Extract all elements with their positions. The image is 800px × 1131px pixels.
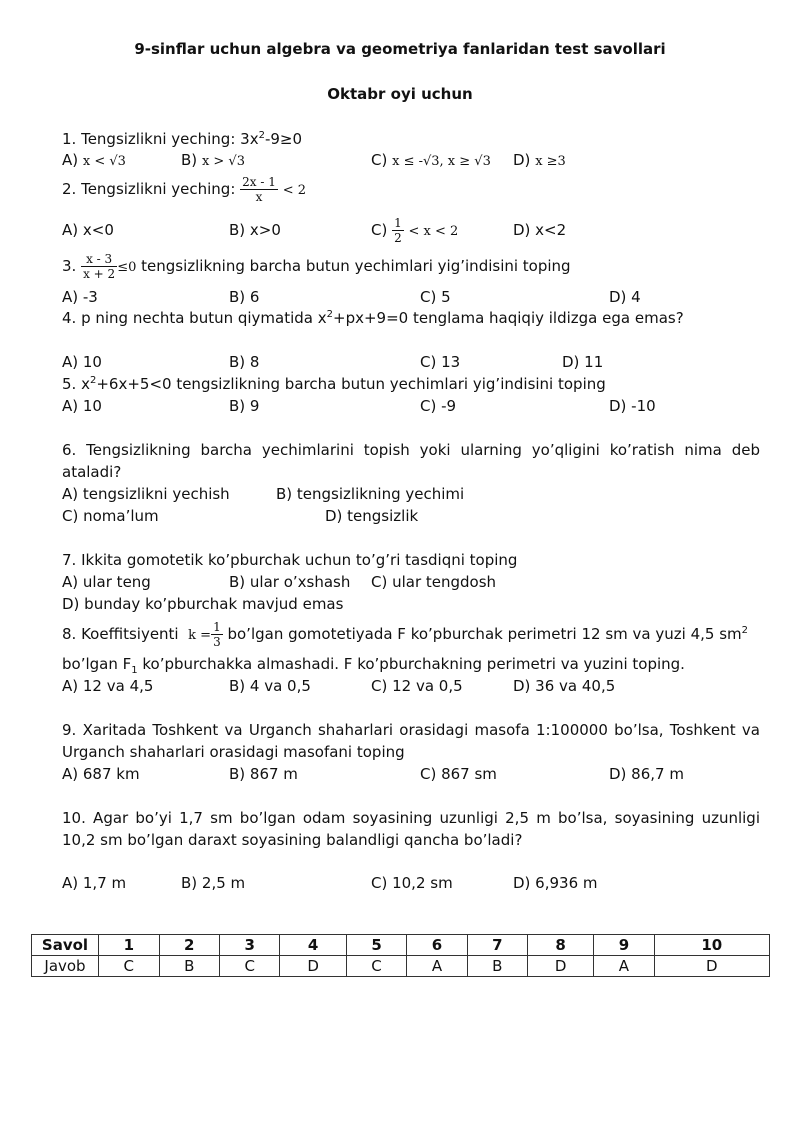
table-cell: C xyxy=(346,956,407,977)
q5-option-c: C) -9 xyxy=(420,397,457,415)
table-header-cell: 2 xyxy=(159,935,219,956)
q1-option-a: A) x < √3 xyxy=(62,151,126,169)
page-title: 9-sinflar uchun algebra va geometriya fanlaridan test savollari xyxy=(134,40,666,58)
table-header-cell: 3 xyxy=(219,935,280,956)
question-10: 10. Agar bo’yi 1,7 sm bo’lgan odam soyasining uzunligi 2,5 m bo’lsa, soyasining uzunligi 10,2 sm bo’lgan daraxt soyasining balandligi qancha bo’ladi? xyxy=(62,809,760,849)
question-3: 3. $\frac{x - 3}{x + 2}$ ≤0 tengsizlikning barcha butun yechimlari yig’indisini toping xyxy=(62,252,571,281)
answer-table-header xyxy=(32,935,770,956)
q8-option-c: C) 12 va 0,5 xyxy=(371,677,463,695)
table-header-cell: 10 xyxy=(654,935,769,956)
q2-option-d: D) x<2 xyxy=(513,221,567,239)
q8-option-b: B) 4 va 0,5 xyxy=(229,677,311,695)
q9-option-b: B) 867 m xyxy=(229,765,298,783)
table-header-cell: 8 xyxy=(527,935,593,956)
q10-option-a: A) 1,7 m xyxy=(62,874,127,892)
q2-fraction: $\frac{2x - 1}{x}$ xyxy=(242,175,276,204)
q10-option-c: C) 10,2 sm xyxy=(371,874,453,892)
q4-option-d: D) 11 xyxy=(562,353,604,371)
answer-table-row xyxy=(32,956,770,977)
question-7: 7. Ikkita gomotetik ko’pburchak uchun to’g’ri tasdiqni toping xyxy=(62,551,518,569)
table-header-cell: 6 xyxy=(407,935,467,956)
q2-option-b: B) x>0 xyxy=(229,221,281,239)
q5-option-b: B) 9 xyxy=(229,397,260,415)
q1-option-c: C) x ≤ -√3, x ≥ √3 xyxy=(371,151,491,169)
table-header-cell: 7 xyxy=(467,935,527,956)
q6-option-d: D) tengsizlik xyxy=(325,507,419,525)
q8-fraction: $\frac{1}{3}$ xyxy=(213,620,221,649)
answer-table xyxy=(31,934,770,977)
table-cell: B xyxy=(159,956,219,977)
table-cell: B xyxy=(467,956,527,977)
question-9: 9. Xaritada Toshkent va Urganch shaharlari orasidagi masofa 1:100000 bo’lsa, Toshkent va Urganch shaharlari orasidagi masofani toping xyxy=(62,721,760,761)
question-2: 2. Tengsizlikni yeching: $\frac{2x - 1}{x}$ < 2 xyxy=(62,175,306,204)
q7-option-b: B) ular o’xshash xyxy=(229,573,351,591)
q5-option-d: D) -10 xyxy=(609,397,656,415)
question-1: 1. Tengsizlikni yeching: $3x^2-9\ge 0$ xyxy=(62,130,303,148)
table-cell: Javob xyxy=(32,956,99,977)
q9-option-c: C) 867 sm xyxy=(420,765,497,783)
page-subtitle: Oktabr oyi uchun xyxy=(327,85,473,103)
question-8: 8. Koeffitsiyenti k = $\frac{1}{3}$ bo’lgan gomotetiyada F ko’pburchak perimetri 12 sm va yuzi 4,5 $sm^2$ xyxy=(62,620,748,649)
q4-option-c: C) 13 xyxy=(420,353,461,371)
q4-option-a: A) 10 xyxy=(62,353,102,371)
q5-option-a: A) 10 xyxy=(62,397,102,415)
q7-option-a: A) ular teng xyxy=(62,573,151,591)
table-header-cell: 9 xyxy=(594,935,654,956)
q10-option-d: D) 6,936 m xyxy=(513,874,598,892)
table-cell: A xyxy=(407,956,467,977)
q9-option-a: A) 687 km xyxy=(62,765,140,783)
q7-option-c: C) ular tengdosh xyxy=(371,573,497,591)
q6-option-c: C) noma’lum xyxy=(62,507,159,525)
table-cell: C xyxy=(219,956,280,977)
q9-option-d: D) 86,7 m xyxy=(609,765,684,783)
table-header-cell: 1 xyxy=(99,935,160,956)
q2-option-c: C) $\frac{1}{2}$ < x < 2 xyxy=(371,216,459,245)
table-header-cell: Savol xyxy=(32,935,99,956)
question-4: 4. p ning nechta butun qiymatida $x^2+px+9=0$ tenglama haqiqiy ildizga ega emas? xyxy=(62,309,684,327)
q1-option-b: B) x > √3 xyxy=(181,151,245,169)
q3-fraction: $\frac{x - 3}{x + 2}$ xyxy=(83,252,116,281)
question-6: 6. Tengsizlikning barcha yechimlarini topish yoki ularning yo’qligini ko’ratish nima deb ataladi? xyxy=(62,441,760,481)
table-cell: D xyxy=(280,956,346,977)
q3-option-a: A) -3 xyxy=(62,288,98,306)
question-8-cont: bo’lgan $F_1$ ko’pburchakka almashadi. F ko’pburchakning perimetri va yuzini toping. xyxy=(62,655,685,676)
table-cell: A xyxy=(594,956,654,977)
q3-option-d: D) 4 xyxy=(609,288,641,306)
table-header-cell: 5 xyxy=(346,935,407,956)
q4-option-b: B) 8 xyxy=(229,353,260,371)
q2-option-a: A) x<0 xyxy=(62,221,114,239)
table-header-cell: 4 xyxy=(280,935,346,956)
q7-option-d: D) bunday ko’pburchak mavjud emas xyxy=(62,595,344,613)
q3-option-c: C) 5 xyxy=(420,288,451,306)
q1-option-d: D) x ≥3 xyxy=(513,151,566,169)
table-cell: D xyxy=(654,956,769,977)
question-5: 5. $x^2+6x+5<0$ tengsizlikning barcha butun yechimlari yig’indisini toping xyxy=(62,375,606,393)
q6-option-a: A) tengsizlikni yechish xyxy=(62,485,230,503)
q3-option-b: B) 6 xyxy=(229,288,260,306)
q8-option-a: A) 12 va 4,5 xyxy=(62,677,154,695)
q6-option-b: B) tengsizlikning yechimi xyxy=(276,485,465,503)
q10-option-b: B) 2,5 m xyxy=(181,874,246,892)
q8-option-d: D) 36 va 40,5 xyxy=(513,677,616,695)
table-cell: C xyxy=(99,956,160,977)
table-cell: D xyxy=(527,956,593,977)
